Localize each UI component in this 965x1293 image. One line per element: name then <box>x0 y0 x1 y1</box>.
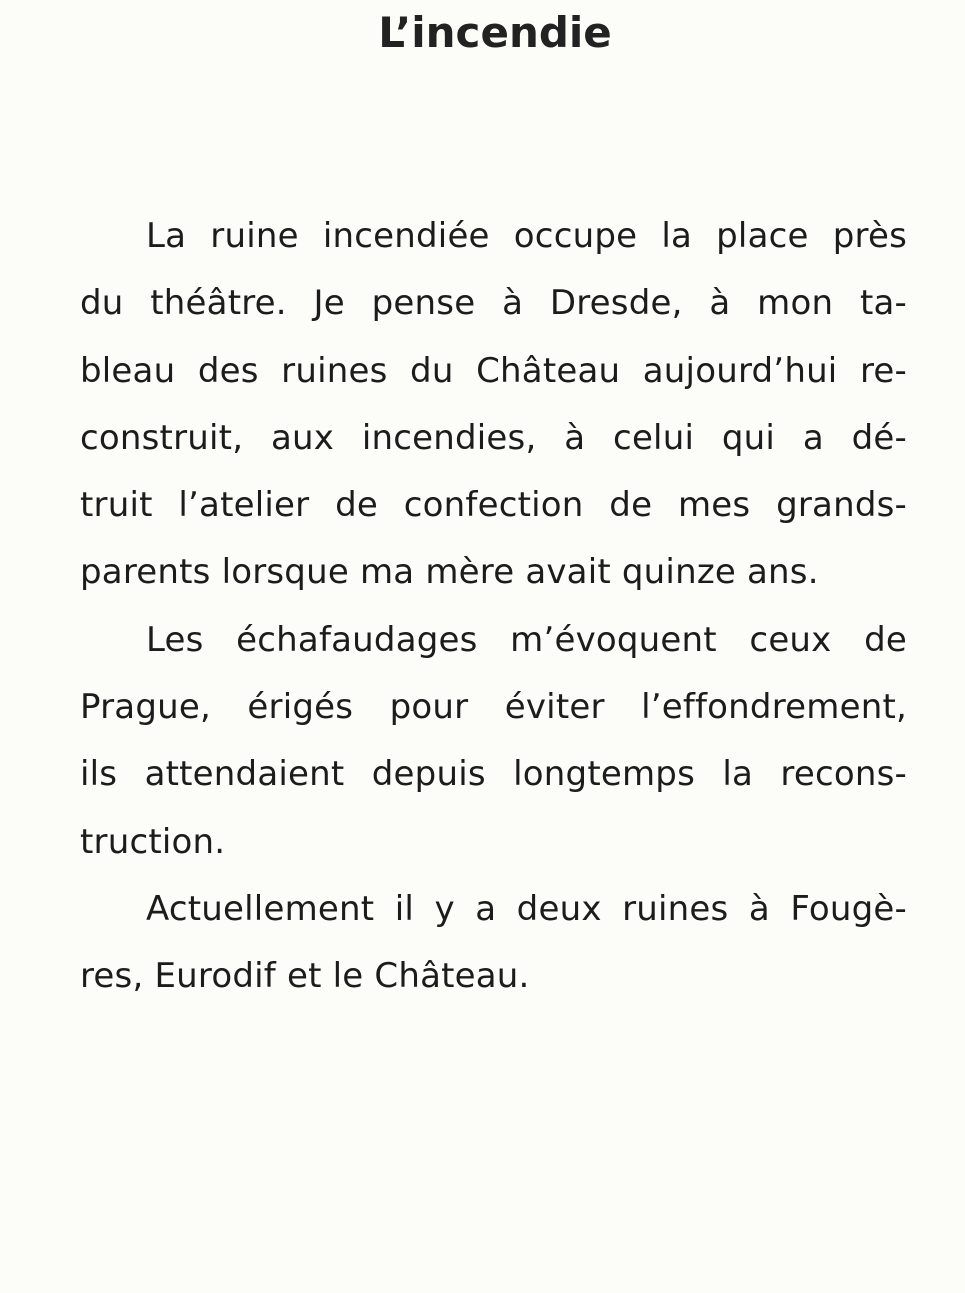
text-line: ils attendaient depuis longtemps la recons- <box>80 754 907 795</box>
text-line: La ruine incendiée occupe la place près <box>146 216 907 256</box>
paragraph-3 <box>80 876 907 1011</box>
text-line: Les échafaudages m’évoquent ceux de <box>146 619 907 660</box>
body-text <box>80 203 907 1011</box>
text-line: construit, aux incendies, à celui qui a dé- <box>80 417 907 458</box>
text-line: du théâtre. Je pense à Dresde, à mon ta- <box>80 283 907 324</box>
text-line: Prague, érigés pour éviter l’effondrement, <box>80 687 907 728</box>
paragraph-1 <box>80 203 907 607</box>
text-line: Actuellement il y a deux ruines à Fougè- <box>146 888 907 929</box>
text-line: truit l’atelier de confection de mes grands- <box>80 485 907 526</box>
paragraph-2 <box>80 607 907 876</box>
page-title: L’incendie <box>378 8 612 57</box>
text-line: truction. <box>80 821 226 862</box>
text-line: res, Eurodif et le Château. <box>80 956 530 997</box>
text-line: parents lorsque ma mère avait quinze ans. <box>80 552 819 593</box>
text-line: bleau des ruines du Château aujourd’hui re- <box>80 350 907 391</box>
